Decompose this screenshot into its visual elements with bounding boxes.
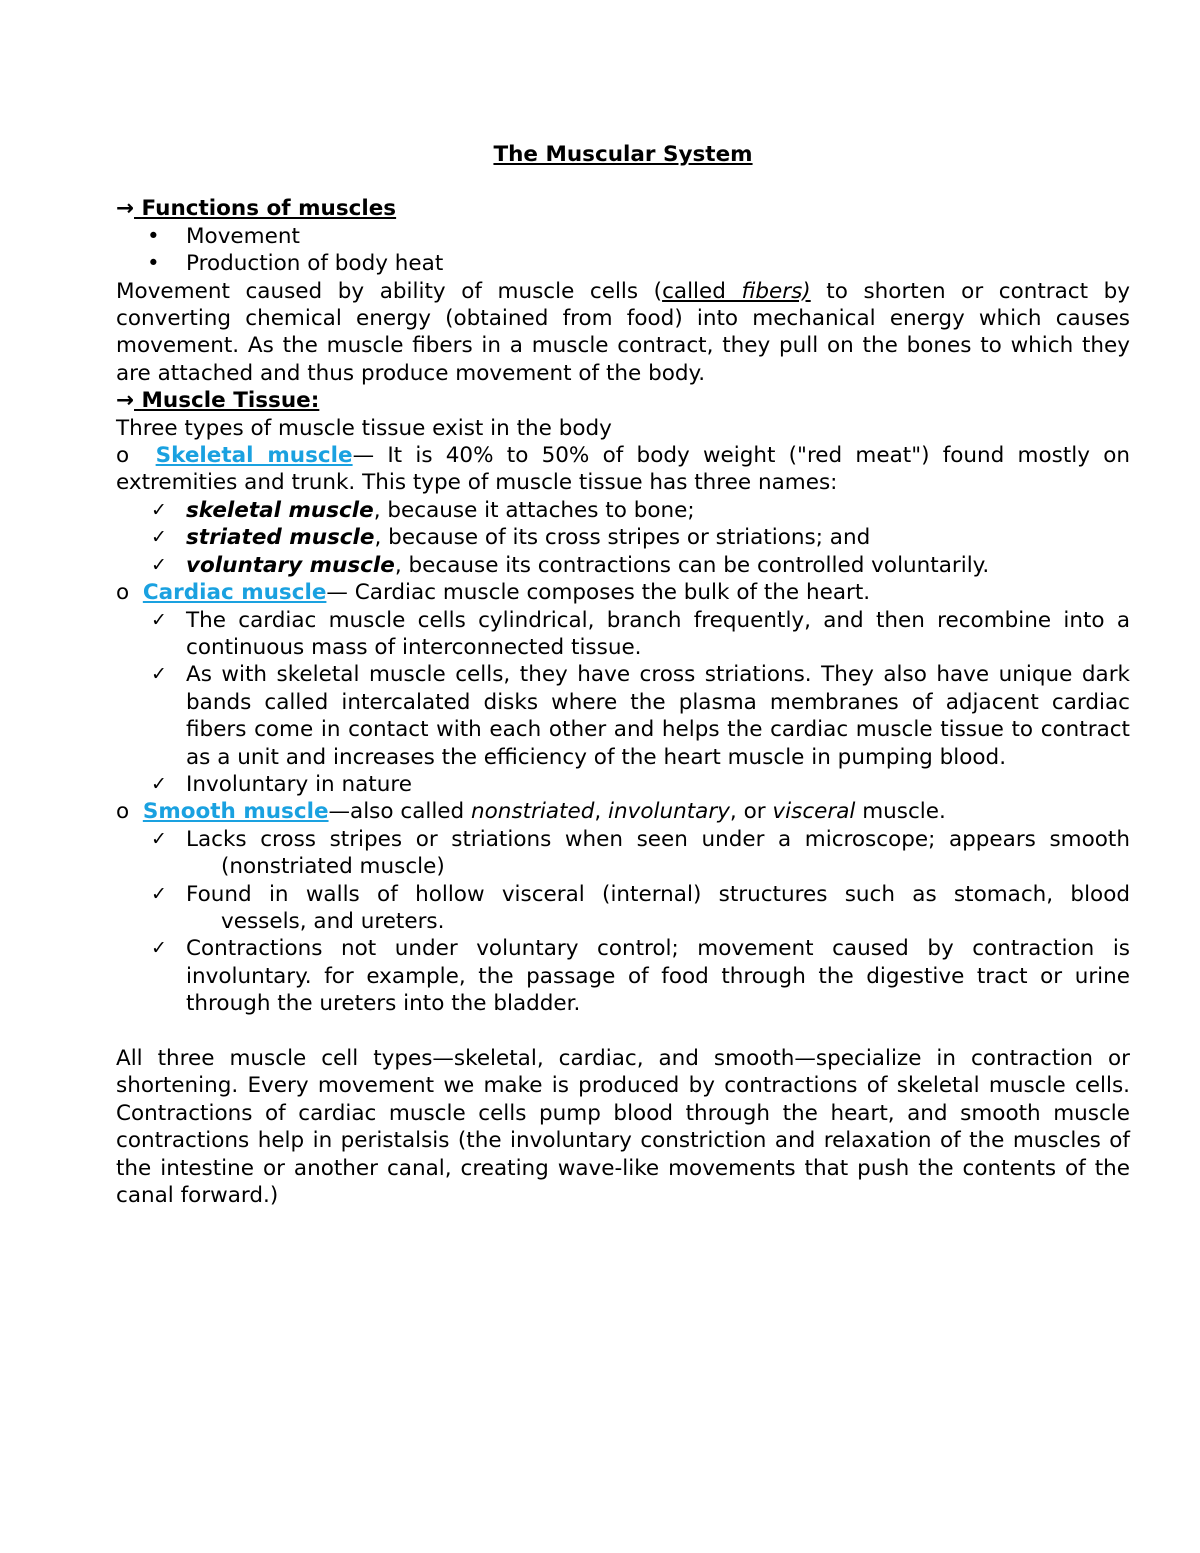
- separator: , or: [729, 799, 773, 825]
- circle-marker-icon: o: [116, 799, 130, 825]
- checkmark-icon: ✓: [151, 827, 167, 850]
- list-item-text: Production of body heat: [186, 251, 444, 277]
- list-item-text: Contractions not under voluntary control; movement caused by contraction is involuntary. for example, the passage of food through the digestive tract or urine through the ureters into the bladder.: [186, 936, 1130, 1017]
- list-item: [116, 250, 1130, 277]
- separator: ,: [594, 799, 609, 825]
- circle-marker-icon: o: [116, 580, 130, 606]
- list-item-text: Lacks cross stripes or striations when seen under a microscope; appears smooth: [186, 826, 1130, 852]
- functions-heading: [116, 195, 1130, 222]
- checkmark-icon: ✓: [151, 553, 167, 576]
- page-title: The Muscular System: [493, 142, 753, 167]
- term-desc: , because it attaches to bone;: [373, 497, 695, 523]
- tissue-lead: Three types of muscle tissue exist in the body: [116, 415, 612, 441]
- list-item-text: The cardiac muscle cells cylindrical, branch frequently, and then recombine into a continuous mass of interconnected tissue.: [186, 607, 1130, 660]
- intro-text-b: to shorten or contract by converting chemical energy (obtained from food) into mechanical energy which causes movement. As the muscle fibers in a muscle contract, they pull on the bones to which they are attached and thus produce movement of the body.: [116, 278, 1130, 386]
- skeletal-desc: — It is 40% to 50% of body weight ("red meat") found mostly on extremities and trunk. This type of muscle tissue has three names:: [116, 443, 1130, 496]
- smooth-term-involuntary: involuntary: [608, 799, 730, 825]
- checkmark-icon: ✓: [151, 937, 167, 960]
- tissue-heading: [116, 387, 1130, 414]
- list-item: [116, 826, 1130, 881]
- smooth-list: [116, 826, 1130, 1018]
- tissue-heading-text: Muscle Tissue:: [141, 388, 320, 414]
- term-desc: , because of its cross stripes or striations; and: [374, 525, 871, 551]
- smooth-muscle-link[interactable]: Smooth muscle: [142, 799, 329, 825]
- term: skeletal muscle: [186, 497, 374, 523]
- list-item-text: As with skeletal muscle cells, they have cross striations. They also have unique dark bands called intercalated disks where the plasma membranes of adjacent cardiac fibers come in contact with each other and helps the cardiac muscle tissue to contract as a unit and increases the efficiency of the heart muscle in pumping blood.: [186, 662, 1130, 770]
- list-item-text: Movement: [186, 223, 300, 249]
- arrow-right-icon: →: [116, 388, 135, 414]
- intro-called: called: [662, 278, 742, 304]
- functions-heading-text: Functions of muscles: [141, 196, 397, 222]
- list-item: [116, 881, 1130, 936]
- term: striated muscle: [186, 525, 375, 551]
- list-item: [116, 497, 1130, 524]
- bullet-icon: •: [147, 251, 160, 277]
- list-item-text: Found in walls of hollow visceral (internal) structures such as stomach, blood: [186, 881, 1130, 907]
- intro-text-a: Movement caused by ability of muscle cells (: [116, 278, 663, 304]
- list-item: [116, 935, 1130, 1017]
- checkmark-icon: ✓: [151, 663, 167, 686]
- list-item-continuation: (nonstriated muscle): [221, 854, 445, 880]
- list-item: [116, 552, 1130, 579]
- checkmark-icon: ✓: [151, 526, 167, 549]
- cardiac-muscle-link[interactable]: Cardiac muscle: [142, 580, 327, 606]
- list-item-continuation: vessels, and ureters.: [221, 908, 445, 934]
- smooth-desc-b: muscle.: [855, 799, 946, 825]
- term: voluntary muscle: [186, 552, 395, 578]
- cardiac-section: [116, 579, 1130, 606]
- cardiac-list: [116, 607, 1130, 799]
- skeletal-muscle-link[interactable]: Skeletal muscle: [155, 443, 353, 469]
- smooth-section: [116, 798, 1130, 825]
- checkmark-icon: ✓: [151, 882, 167, 905]
- list-item: [116, 607, 1130, 662]
- bullet-icon: •: [147, 223, 160, 249]
- smooth-term-visceral: visceral: [772, 799, 856, 825]
- term-desc: , because its contractions can be controlled voluntarily.: [394, 552, 990, 578]
- skeletal-list: [116, 497, 1130, 579]
- arrow-right-icon: →: [116, 196, 135, 222]
- circle-marker-icon: o: [116, 443, 130, 469]
- checkmark-icon: ✓: [151, 772, 167, 795]
- intro-fibers: fibers): [741, 278, 811, 304]
- list-item: [116, 524, 1130, 551]
- functions-list: [116, 223, 1130, 278]
- smooth-term-nonstriated: nonstriated: [471, 799, 595, 825]
- list-item: [116, 661, 1130, 771]
- smooth-desc-a: —also called: [328, 799, 472, 825]
- intro-paragraph: [116, 278, 1130, 388]
- blank-line: [116, 1018, 1130, 1045]
- list-item: [116, 771, 1130, 798]
- list-item: [116, 223, 1130, 250]
- list-item-text: Involuntary in nature: [186, 771, 412, 797]
- checkmark-icon: ✓: [151, 498, 167, 521]
- cardiac-desc: — Cardiac muscle composes the bulk of the heart.: [326, 580, 871, 606]
- checkmark-icon: ✓: [151, 608, 167, 631]
- skeletal-section: [116, 442, 1130, 497]
- summary-paragraph: All three muscle cell types—skeletal, cardiac, and smooth—specialize in contraction or shortening. Every movement we make is produced by contractions of skeletal muscle cells. Contractions of cardiac muscle cells pump blood through the heart, and smooth muscle contractions help in peristalsis (the involuntary constriction and relaxation of the muscles of the intestine or another canal, creating wave-like movements that push the contents of the canal forward.): [116, 1045, 1130, 1209]
